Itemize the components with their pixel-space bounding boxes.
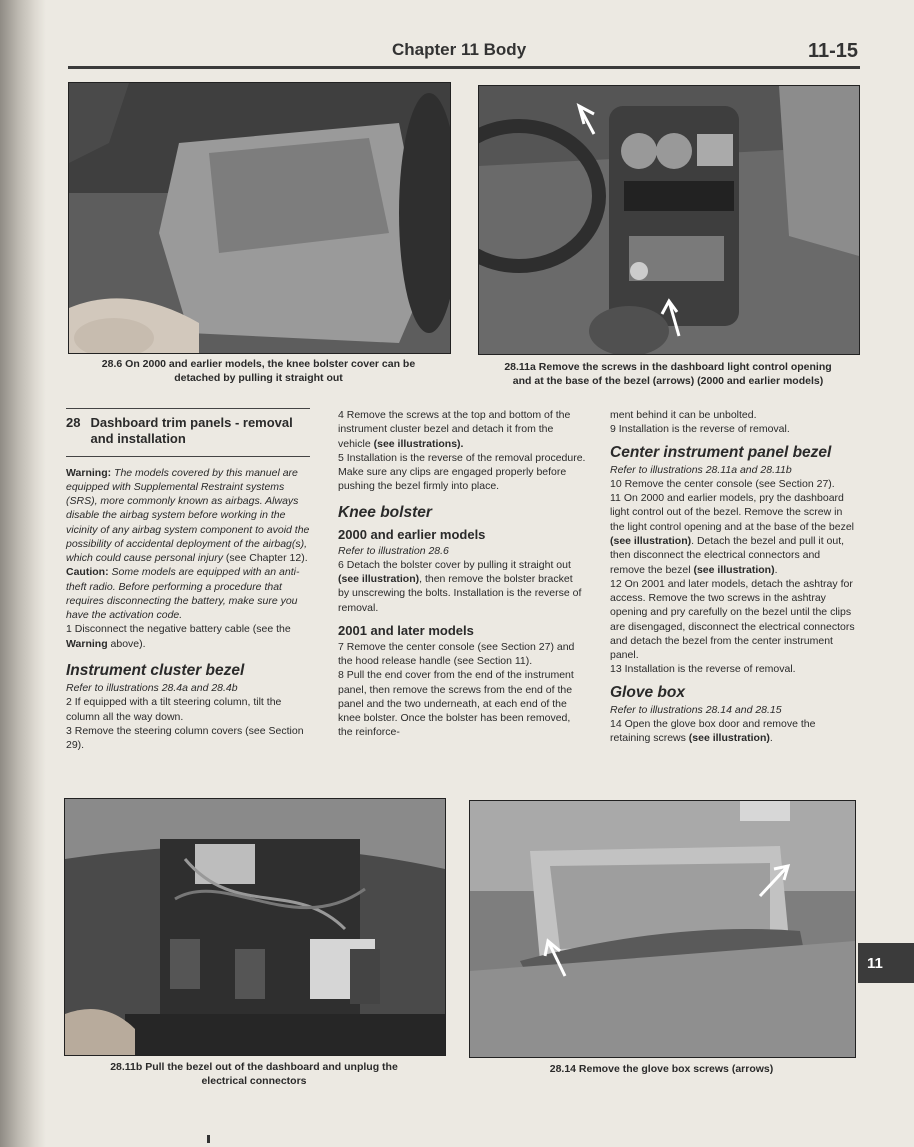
print-mark [207,1135,210,1143]
paragraph-7: 7 Remove the center console (see Section 27) and the hood release handle (see Section 11). [338,640,575,668]
paragraph-14 [610,717,856,746]
caption-line: electrical connectors [201,1074,307,1087]
paragraph-9: 9 Installation is the reverse of removal. [610,423,790,436]
caption-line: 28.14 Remove the glove box screws (arrows) [549,1063,774,1075]
paragraph-5: 5 Installation is the reverse of the removal procedure. Make sure any clips are engaged properly before pushing the bezel firmly into place. [338,451,586,493]
text: 6 Detach the bolster cover by pulling it straight out [338,558,571,571]
paragraph-2: 2 If equipped with a tilt steering column, tilt the column all the way down. [66,696,282,723]
text-bold: (see illustrations). [373,437,464,450]
caption-line: detached by pulling it straight out [174,371,343,384]
section-rule [66,408,310,409]
section-heading [66,415,310,448]
figure-caption [473,361,863,388]
reference-line: Refer to illustrations 28.4a and 28.4b [66,682,238,695]
paragraph-11 [610,491,856,577]
text-bold: (see illustration) [338,573,420,586]
paragraph-8: 8 Pull the end cover from the end of the instrument panel, then remove the screws from the end of the panel and the two underneath, at each end of the knee bolster. Once the bolster has been removed, the reinforce- [338,669,574,739]
caption-line: 28.6 On 2000 and earlier models, the knee bolster cover can be [101,358,416,370]
paragraph-13: 13 Installation is the reverse of removal. [610,663,796,676]
text: . Detach the bezel and pull it out, then disconnect the electrical connectors and remove the bezel [610,535,845,576]
figure-caption [64,1061,444,1088]
photo-dashboard-center [478,85,860,355]
text: 14 Open the glove box door and remove the retaining screws [610,718,816,745]
photo-glove-box [469,800,856,1058]
text: , then remove the bolster bracket by unscrewing the bolts. Installation is the reverse of removal. [338,573,582,614]
heading-glove-box: Glove box [610,683,685,701]
caution-label: Caution: [66,566,109,579]
subheading-2001-later: 2001 and later models [338,622,474,638]
page-number: 11-15 [808,40,859,62]
text-bold: (see illustration) [693,563,775,576]
figure-caption [469,1063,854,1077]
reference-line: Refer to illustration 28.6 [338,544,449,557]
warning-label: Warning: [66,466,112,479]
paragraph-10: 10 Remove the center console (see Section 27). [610,477,835,490]
paragraph-1 [66,622,310,651]
figure-caption [68,358,449,385]
photo-bezel-connectors [64,798,446,1056]
caution-text: Some models are equipped with an anti-theft radio. Before performing a procedure that requires disconnecting the battery, make sure you have the activation code. [66,566,300,622]
paragraph-12: 12 On 2001 and later models, detach the ashtray for access. Remove the two screws in the ashtray opening and pry carefully on the bezel until the clips are disengaged, disconnect the electrical connectors and detach the bezel from the center instrument panel. [610,577,855,662]
section-rule [66,456,310,457]
reference-line: Refer to illustrations 28.11a and 28.11b [610,463,792,476]
text-bold: (see illustration) [610,535,692,547]
section-title: Dashboard trim panels - removal and installation [90,415,293,447]
chapter-title: Chapter 11 Body [392,40,527,59]
section-number: 28 [66,415,81,430]
paragraph-3: 3 Remove the steering column covers (see Section 29). [66,724,304,752]
text: . [769,732,773,745]
text-bold: Warning [66,637,108,650]
heading-instrument-cluster-bezel: Instrument cluster bezel [66,661,245,679]
text: above). [107,637,146,650]
paragraph-8-continued: ment behind it can be unbolted. [610,409,757,421]
reference-line: Refer to illustrations 28.14 and 28.15 [610,703,782,716]
text: 11 On 2000 and earlier models, pry the dashboard light control out of the bezel. Remove the screw in the light control opening and at the base of the bezel [610,492,855,533]
photo-knee-bolster [68,82,451,354]
paragraph-4 [338,408,586,451]
paragraph-6 [338,558,586,615]
warning-ref: (see Chapter 12). [225,552,308,565]
heading-center-instrument-panel-bezel: Center instrument panel bezel [610,443,832,461]
book-binding-shadow [0,0,46,1147]
header-rule [68,66,860,69]
text-column-middle [338,408,586,740]
chapter-tab: 11 [858,943,914,983]
caption-line: 28.11b Pull the bezel out of the dashboard and unplug the [110,1061,398,1073]
warning-paragraph [66,466,310,566]
text: 4 Remove the screws at the top and bottom of the instrument cluster bezel and detach it from the vehicle [338,409,571,450]
text-bold: (see illustration) [688,732,770,745]
text-column-right [610,408,856,746]
subheading-2000-earlier: 2000 and earlier models [338,526,486,542]
warning-text: The models covered by this manuel are equipped with Supplemental Restraint systems (SRS), more commonly known as airbags. Always disable the airbag system before working in the vicinity of any airbag system component to avoid the possibility of accidental deployment of the airbag(s), which could cause personal injury [66,466,310,565]
text-column-left [66,408,310,752]
text: . [774,563,778,576]
caption-line: 28.11a Remove the screws in the dashboard light control opening [504,361,832,373]
heading-knee-bolster: Knee bolster [338,503,432,521]
caption-line: and at the base of the bezel (arrows) (2000 and earlier models) [512,374,824,387]
caution-paragraph [66,565,310,622]
text: 1 Disconnect the negative battery cable (see the [66,623,291,636]
